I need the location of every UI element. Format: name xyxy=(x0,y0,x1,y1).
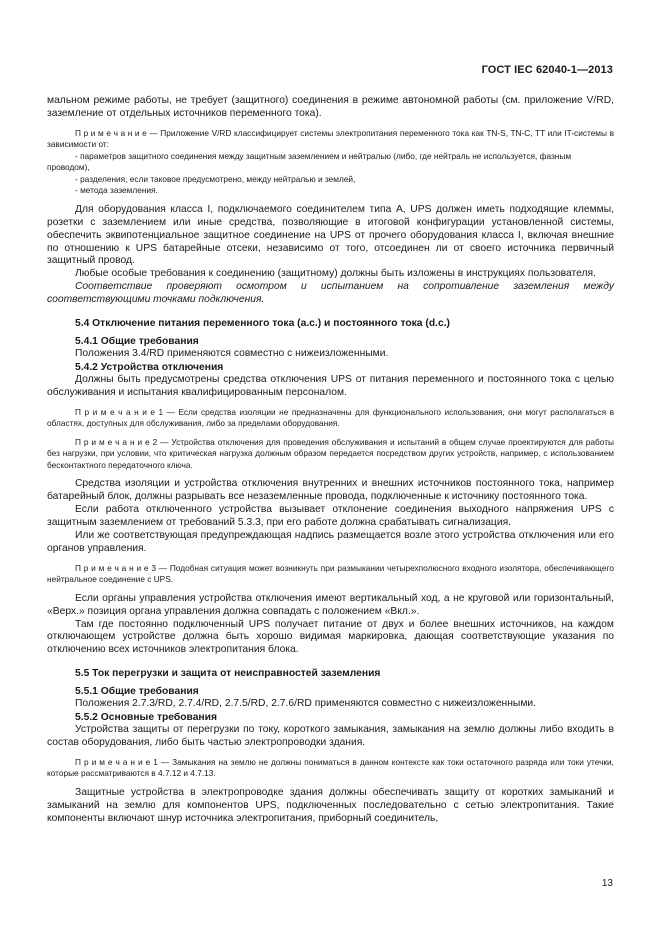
paragraph-class-i: Для оборудования класса I, подключаемого соединителем типа А, UPS должен иметь подходящие клеммы, розетки с заземлением или иные средства, позволяющие в итоговой конфигурации установленной системы, обеспечить эквипотенциальное защитное соединение на UPS от прочего оборудования класса I, включая внешние по отношению к UPS батарейные отсеки, независимо от того, отсоединен ли от своего источника первичный защитный провод. xyxy=(47,203,614,267)
note-list-item: - параметров защитного соединения между защитным заземлением и нейтралью (либо, где нейтраль не используется, фазным проводом), xyxy=(47,150,572,173)
note-1-earth-faults: П р и м е ч а н и е 1 — Замыкания на землю не должны пониматься в данном контексте как токи остаточного разряда или токи утечки, которые рассматриваются в 4.7.12 и 4.7.13. xyxy=(47,756,614,779)
paragraph-compliance: Соответствие проверяют осмотром и испытанием на сопротивление заземления между соответствующими точками подключения. xyxy=(47,281,614,306)
paragraph-building-wiring: Защитные устройства в электропроводке здания должны обеспечивать защиту от коротких замыканий и замыканий на землю для компонентов UPS, подключенных последовательно с сетью электропитания. Такие компоненты включают шнур источника электропитания, приборный соединитель, xyxy=(47,786,614,824)
note-list-item: - разделения, если таковое предусмотрено, между нейтралью и землей, xyxy=(75,173,356,184)
page-content xyxy=(47,95,614,826)
note-3-isolator: П р и м е ч а н и е 3 — Подобная ситуация может возникнуть при размыкании четырехполюсного входного изолятора, обеспечивающего нейтральное соединение с UPS. xyxy=(47,562,614,585)
note-1-isolation: П р и м е ч а н и е 1 — Если средства изоляции не предназначены для функционального использования, они могут располагаться в областях, доступных для обслуживания, либо за пределами оборудования. xyxy=(47,406,614,429)
paragraph-disconnect-means: Должны быть предусмотрены средства отключения UPS от питания переменного и постоянного тока с целью обслуживания и испытания квалифицированным персоналом. xyxy=(47,373,614,398)
section-heading-5-5: 5.5 Ток перегрузки и защита от неисправностей заземления xyxy=(75,668,381,680)
section-heading-5-4: 5.4 Отключение питания переменного тока (a.c.) и постоянного тока (d.c.) xyxy=(75,318,450,330)
paragraph-provisions: Положения 2.7.3/RD, 2.7.4/RD, 2.7.5/RD, 2.7.6/RD применяются совместно с нижеизложенными. xyxy=(75,698,537,710)
paragraph-warning-label: Или же соответствующая предупреждающая надпись размещается возле этого устройства отключения или его органов управления. xyxy=(47,529,614,554)
subsection-heading-5-4-2: 5.4.2 Устройства отключения xyxy=(75,361,224,373)
paragraph-user-instructions: Любые особые требования к соединению (защитному) должны быть изложены в инструкциях пользователя. xyxy=(75,268,596,280)
paragraph-vertical-control: Если органы управления устройства отключения имеют вертикальный ход, а не круговой или горизонтальный, «Верх.» позиция органа управления должна совпадать с положением «Вкл.». xyxy=(47,592,614,617)
paragraph-protection-devices: Устройства защиты от перегрузки по току, короткого замыкания, замыкания на землю должны либо входить в состав оборудования, либо быть частью электропроводки здания. xyxy=(47,724,614,749)
paragraph-general: Положения 3.4/RD применяются совместно с нижеизложенными. xyxy=(75,348,389,360)
paragraph-dc-isolation: Средства изоляции и устройства отключения внутренних и внешних источников постоянного тока, например батарейный блок, должны разрывать все незаземленные провода, подключенные к источнику постоянного тока. xyxy=(47,478,614,503)
note-2-disconnect: П р и м е ч а н и е 2 — Устройства отключения для проведения обслуживания и испытаний в общем случае проектируются для работы без нагрузки, при условии, что критическая нагрузка должным образом передается посредством других устройств, например, с использованием бесконтактного передаточного ключа. xyxy=(47,436,614,470)
note-annex-vrd: П р и м е ч а н и е — Приложение V/RD классифицирует системы электропитания переменного тока как TN-S, TN-C, TT или IT-системы в зависимости от: xyxy=(47,127,614,150)
page-number: 13 xyxy=(601,878,613,889)
paragraph-continuation: мальном режиме работы, не требует (защитного) соединения в режиме автономной работы (см. приложение V/RD, заземление от отдельных источников переменного тока). xyxy=(47,95,614,119)
paragraph-alarm: Если работа отключенного устройства вызывает отклонение соединения выходного напряжения UPS с защитным заземлением от требований 5.3.3, при его работе должна срабатывать сигнализация. xyxy=(47,504,614,528)
subsection-heading-5-5-2: 5.5.2 Основные требования xyxy=(75,712,217,724)
subsection-heading-5-5-1: 5.5.1 Общие требования xyxy=(75,686,199,698)
note-list-item: - метода заземления. xyxy=(75,185,158,196)
subsection-heading-5-4-1: 5.4.1 Общие требования xyxy=(75,336,199,348)
document-code-header: ГОСТ IEC 62040-1—2013 xyxy=(481,64,613,76)
paragraph-multiple-sources: Там где постоянно подключенный UPS получает питание от двух и более внешних источников, на каждом отключающем устройстве должна быть хорошо видимая маркировка, дающая соответствующие указания по отключению всех источников электропитания блока. xyxy=(47,618,614,656)
